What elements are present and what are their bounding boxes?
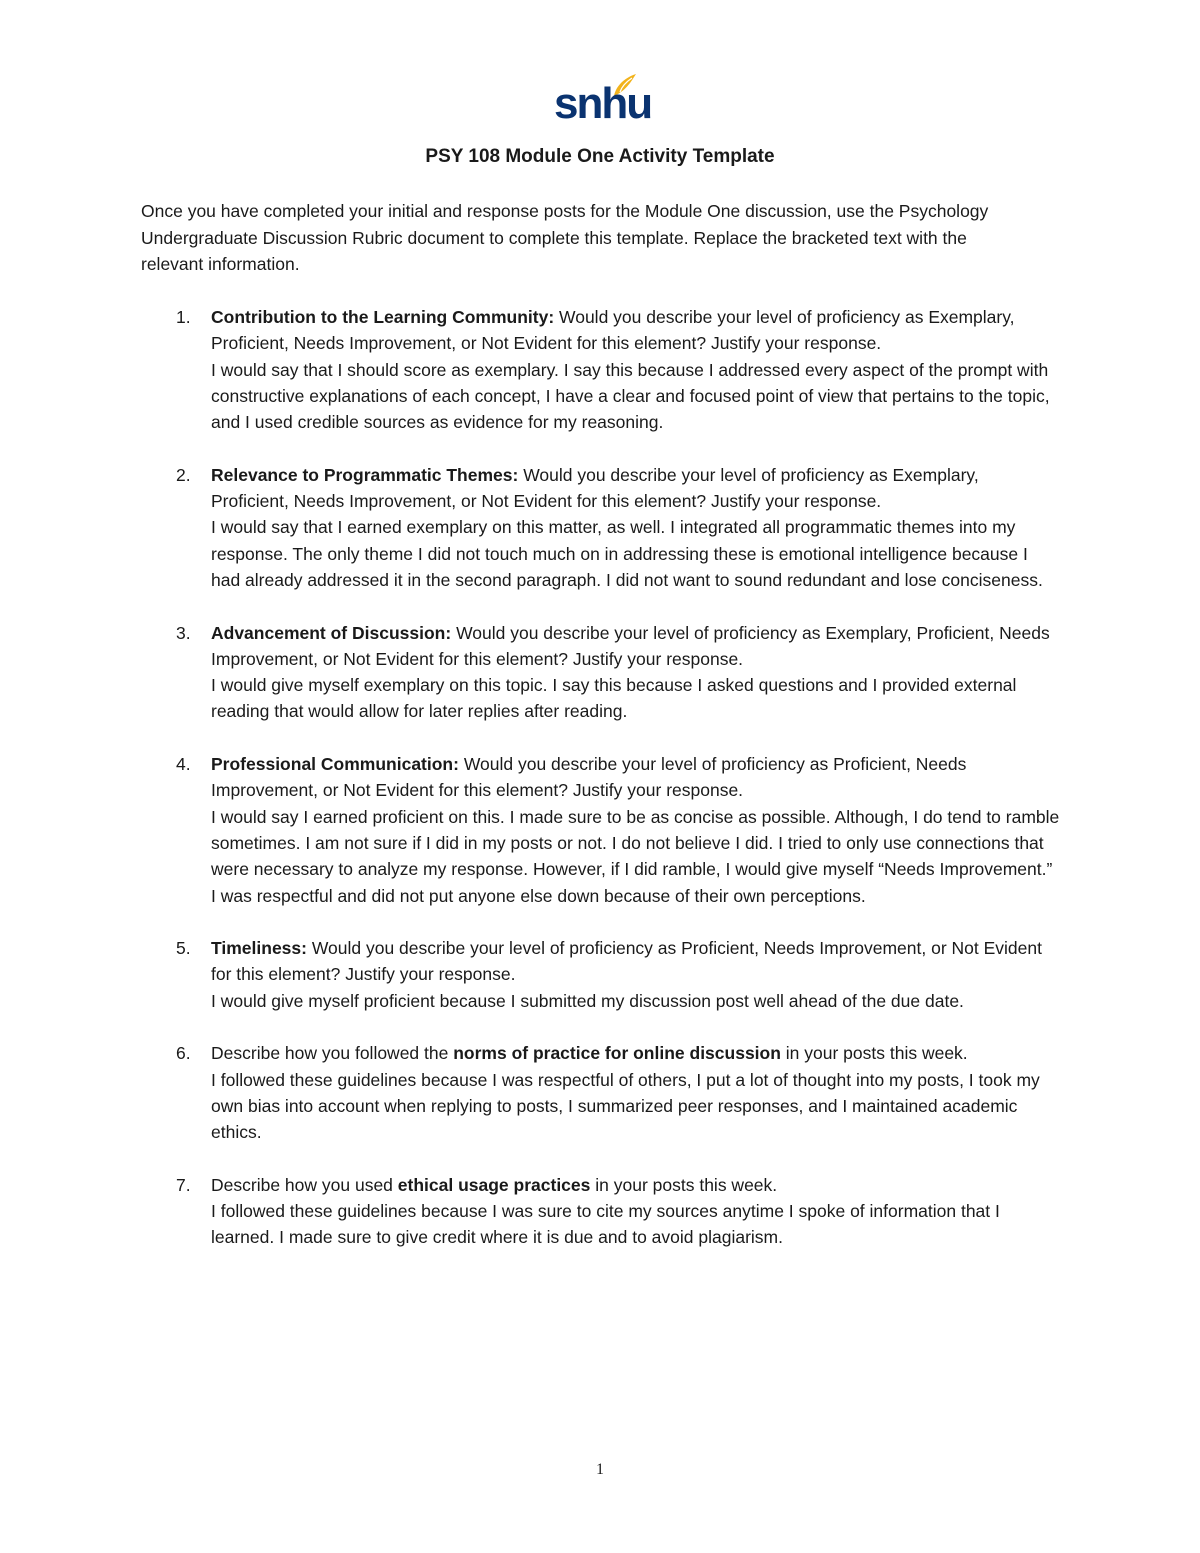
item-answer: I would say that I should score as exemplary. I say this because I addressed every aspect of the prompt with constructive explanations of each concept, I have a clear and focused point of view that pertains to the topic, and I used credible sources as evidence for my reasoning. xyxy=(211,359,1050,433)
item-heading: Timeliness: xyxy=(211,938,307,959)
item-number: 2. xyxy=(176,464,191,485)
item-heading: Contribution to the Learning Community: xyxy=(211,307,555,327)
question-list xyxy=(141,304,1061,1277)
item-question-text: Would you describe your level of proficiency as Proficient, Needs Improvement, or Not Evident for this element? Justify your response. xyxy=(211,754,967,801)
snhu-logo xyxy=(552,72,652,134)
item-question xyxy=(211,751,1061,804)
item-question xyxy=(211,1040,1061,1066)
item-number: 6. xyxy=(176,1043,191,1064)
item-heading: Advancement of Discussion: xyxy=(211,622,452,643)
item-question-text: Would you describe your level of proficiency as Proficient, Needs Improvement, or Not Evident for this element? Justify your response. xyxy=(211,938,1042,985)
item-question xyxy=(211,620,1061,673)
item-answer: I followed these guidelines because I was sure to cite my sources anytime I spoke of information that I learned. I made sure to give credit where it is due and to avoid plagiarism. xyxy=(211,1201,1000,1248)
item-question-text: Would you describe your level of proficiency as Exemplary, Proficient, Needs Improvement, or Not Evident for this element? Justify your response. xyxy=(211,622,1050,669)
item-question xyxy=(211,1172,1061,1198)
item-number: 3. xyxy=(176,622,191,643)
page-number: 1 xyxy=(596,1461,604,1478)
list-item xyxy=(141,304,1061,435)
list-item xyxy=(141,935,1061,1014)
page-title: PSY 108 Module One Activity Template xyxy=(425,146,775,167)
item-answer: I followed these guidelines because I was respectful of others, I put a lot of thought into my posts, I took my own bias into account when replying to posts, I summarized peer responses, and I maintained academic ethics. xyxy=(211,1069,1040,1143)
item-heading: norms of practice for online discussion xyxy=(453,1043,781,1064)
item-heading: Relevance to Programmatic Themes: xyxy=(211,464,519,485)
item-number: 4. xyxy=(176,754,191,775)
list-item xyxy=(141,751,1061,909)
item-question-text: in your posts this week. xyxy=(590,1174,778,1195)
item-heading: ethical usage practices xyxy=(397,1174,591,1195)
list-item xyxy=(141,462,1061,593)
intro-paragraph: Once you have completed your initial and response posts for the Module One discussion, use the Psychology Undergraduate Discussion Rubric document to complete this template. Replace the bracketed text with the relevant information. xyxy=(141,201,989,274)
list-item xyxy=(141,1172,1061,1251)
item-number: 1. xyxy=(176,307,191,327)
item-question-text: Would you describe your level of proficiency as Exemplary, Proficient, Needs Improvement, or Not Evident for this element? Justify your response. xyxy=(211,307,1015,354)
item-question xyxy=(211,462,1061,515)
item-question-text: in your posts this week. xyxy=(780,1043,968,1064)
item-question-text: Would you describe your level of proficiency as Exemplary, Proficient, Needs Improvement, or Not Evident for this element? Justify your response. xyxy=(211,464,979,512)
list-item xyxy=(141,1040,1061,1145)
item-answer: I would say that I earned exemplary on this matter, as well. I integrated all programmatic themes into my response. The only theme I did not touch much on in addressing these is emotional intelligence because I had already addressed it in the second paragraph. I did not want to sound redundant and lose conciseness. xyxy=(211,517,1043,590)
item-question xyxy=(211,304,1061,357)
item-answer: I would give myself exemplary on this topic. I say this because I asked questions and I provided external reading that would allow for later replies after reading. xyxy=(211,675,1017,722)
item-number: 7. xyxy=(176,1174,191,1195)
item-answer: I would give myself proficient because I submitted my discussion post well ahead of the due date. xyxy=(211,990,964,1011)
item-question-prefix: Describe how you used xyxy=(211,1174,398,1195)
logo-wordmark: snhu xyxy=(554,79,652,128)
item-question xyxy=(211,935,1061,988)
item-question-prefix: Describe how you followed the xyxy=(211,1043,454,1064)
item-number: 5. xyxy=(176,938,191,959)
item-answer: I would say I earned proficient on this. I made sure to be as concise as possible. Although, I do tend to ramble sometimes. I am not sure if I did in my posts or not. I do not believe I did. I tried to only use connections that were necessary to analyze my response. However, if I did ramble, I would give myself “Needs Improvement.” I was respectful and did not put anyone else down because of their own perceptions. xyxy=(211,806,1060,906)
item-heading: Professional Communication: xyxy=(211,754,459,775)
list-item xyxy=(141,620,1061,725)
